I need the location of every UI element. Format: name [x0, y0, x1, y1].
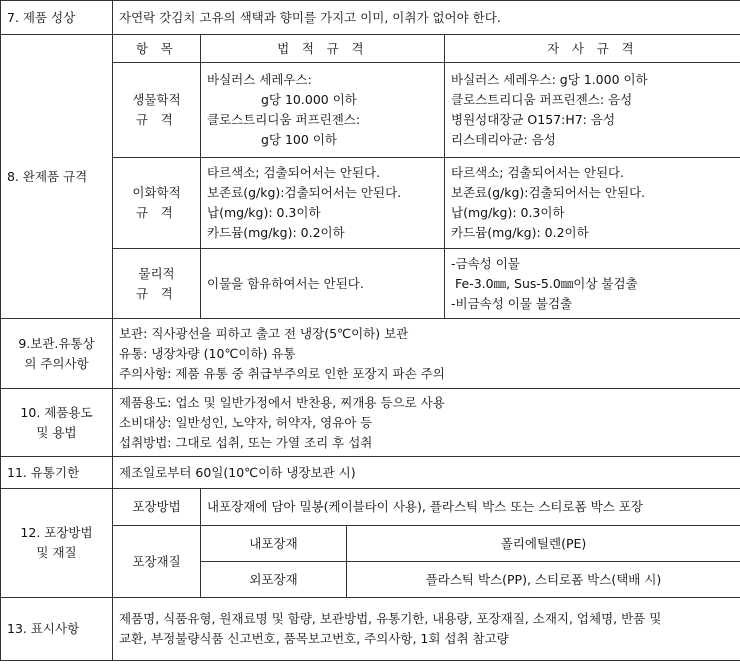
row-label-usage: 10. 제품용도 및 용법 [1, 389, 113, 457]
inner-packaging-value: 폴리에틸렌(PE) [347, 526, 740, 562]
phys-company-spec: -금속성 이물 Fe-3.0㎜, Sus-5.0㎜이상 불검출 -비금속성 이물 불검출 [445, 249, 740, 319]
storage-notes: 보관: 직사광선을 피하고 출고 전 냉장(5℃이하) 보관 유통: 냉장차량 (10℃이하) 유통 주의사항: 제품 유통 중 취급부주의로 인한 포장지 파손 주의 [113, 319, 740, 389]
phys-spec-label: 물리적 규 격 [113, 249, 201, 319]
packaging-method-value: 내포장재에 담아 밀봉(케이블타이 사용), 플라스틱 박스 또는 스티로폼 박스 포장 [201, 489, 740, 526]
header-company-spec: 자 사 규 격 [445, 35, 740, 63]
phys-legal-spec: 이물을 함유하여서는 안된다. [201, 249, 445, 319]
row-label-shelf-life: 11. 유통기한 [1, 457, 113, 489]
packaging-material-label: 포장재질 [113, 526, 201, 598]
header-legal-spec: 법 적 규 격 [201, 35, 445, 63]
chem-company-spec: 타르색소; 검출되어서는 안된다. 보존료(g/kg):검출되어서는 안된다. 납(mg/kg): 0.3이하 카드뮴(mg/kg): 0.2이하 [445, 158, 740, 249]
outer-packaging-value: 플라스틱 박스(PP), 스티로폼 박스(택배 시) [347, 562, 740, 598]
usage-notes: 제품용도: 업소 및 일반가정에서 반찬용, 찌개용 등으로 사용 소비대상: 일반성인, 노약자, 허약자, 영유아 등 섭취방법: 그대로 섭취, 또는 가열 조리 후 섭취 [113, 389, 740, 457]
packaging-method-label: 포장방법 [113, 489, 201, 526]
inner-packaging-label: 내포장재 [201, 526, 347, 562]
row-label-appearance: 7. 제품 성상 [1, 1, 113, 35]
chem-spec-label: 이화학적 규 격 [113, 158, 201, 249]
row-label-storage: 9.보관.유통상 의 주의사항 [1, 319, 113, 389]
row-label-final-spec: 8. 완제품 규격 [1, 35, 113, 319]
outer-packaging-label: 외포장재 [201, 562, 347, 598]
shelf-life-value: 제조일로부터 60일(10℃이하 냉장보관 시) [113, 457, 740, 489]
header-item: 항 목 [113, 35, 201, 63]
micro-company-spec: 바실러스 세레우스: g당 1.000 이하 클로스트리디움 퍼프린젠스: 음성 병원성대장균 O157:H7: 음성 리스테리아균: 음성 [445, 63, 740, 158]
row-label-labeling: 13. 표시사항 [1, 598, 113, 661]
labeling-items: 제품명, 식품유형, 원재료명 및 함량, 보관방법, 유통기한, 내용량, 포장재질, 소재지, 업체명, 반품 및 교환, 부정불량식품 신고번호, 품목보고번호, 주의사항, 1회 섭취 참고량 [113, 598, 740, 661]
appearance-value: 자연락 갓김치 고유의 색택과 향미를 가지고 이미, 이취가 없어야 한다. [113, 1, 740, 35]
row-label-packaging: 12. 포장방법 및 재질 [1, 489, 113, 598]
micro-spec-label: 생물학적 규 격 [113, 63, 201, 158]
chem-legal-spec: 타르색소; 검출되어서는 안된다. 보존료(g/kg):검출되어서는 안된다. 납(mg/kg): 0.3이하 카드뮴(mg/kg): 0.2이하 [201, 158, 445, 249]
micro-legal-spec: 바실러스 세레우스: g당 10.000 이하 클로스트리디움 퍼프린젠스: g당 100 이하 [201, 63, 445, 158]
